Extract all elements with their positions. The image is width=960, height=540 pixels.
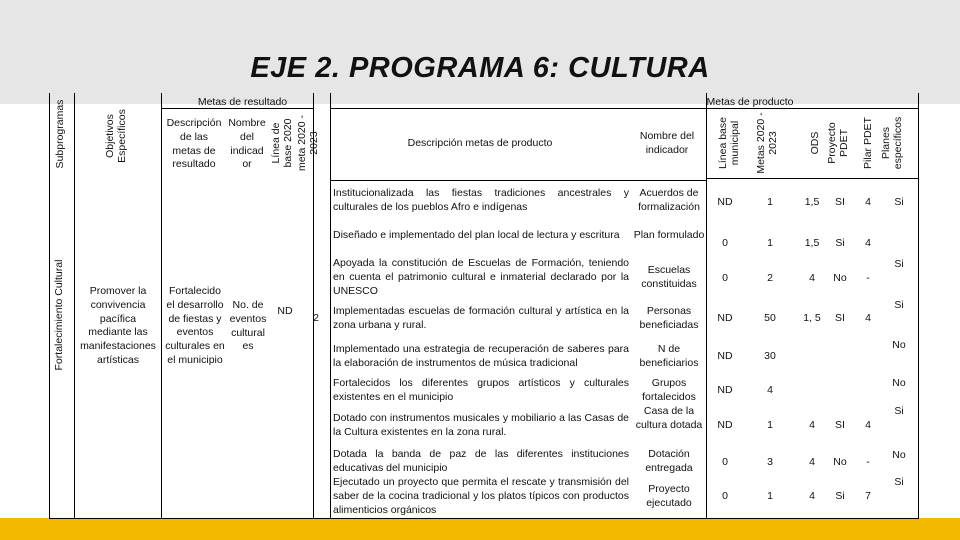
row-5-descripcion: Implementado una estrategia de recuperación de saberes para la elaboración de instrumentos de música tradicional [333, 343, 629, 369]
row-7-linea-base: ND [717, 419, 733, 431]
objetivo-especifico: Promover la convivencia pacífica mediante las manifestaciones artísticas [80, 285, 156, 366]
row-2-pdet: Si [835, 237, 845, 249]
row-3-indicador: Escuelas constituidas [641, 264, 697, 290]
row-6-meta: 4 [767, 384, 773, 396]
row-4-meta: 50 [764, 312, 776, 324]
header-ods: ODS [809, 131, 821, 155]
row-3-pdet: No [833, 272, 847, 284]
indicador-resultado: No. de eventos cultural es [229, 299, 267, 353]
row-4-plan: Si [894, 299, 904, 311]
row-7-pdet: SI [835, 419, 845, 431]
row-2-meta: 1 [767, 237, 773, 249]
row-2-indicador: Plan formulado [633, 229, 705, 241]
header-nombre-indicador-resultado: Nombre del indicad or [228, 117, 266, 171]
row-3-pilar: - [866, 272, 870, 284]
row-8-pdet: No [833, 456, 847, 468]
row-2-linea-base: 0 [722, 237, 728, 249]
header-metas-2020-2023: Metas 2020 - 2023 [755, 112, 779, 174]
row-9-ods: 4 [809, 490, 815, 502]
slide-title: EJE 2. PROGRAMA 6: CULTURA [250, 52, 710, 84]
row-8-pilar: - [866, 456, 870, 468]
row-9-linea-base: 0 [722, 490, 728, 502]
row-4-ods: 1, 5 [803, 312, 821, 324]
row-7-indicador: Casa de la cultura dotada [635, 405, 703, 431]
header-linea-base-municipal: Línea base municipal [717, 117, 741, 169]
row-6-descripcion: Fortalecidos los diferentes grupos artísticos y culturales existentes en el municipio [333, 377, 629, 403]
linea-base-resultado: ND [277, 305, 293, 317]
header-metas-producto: Metas de producto [706, 96, 794, 108]
row-3-plan: Si [894, 258, 904, 270]
header-linea-base-resultado: Línea de base 2020 [270, 118, 294, 168]
row-4-linea-base: ND [717, 312, 733, 324]
row-1-pilar: 4 [865, 196, 871, 208]
row-1-pdet: SI [835, 196, 845, 208]
row-8-ods: 4 [809, 456, 815, 468]
row-9-descripcion: Ejecutado un proyecto que permita el rescate y transmisión del saber de la cocina tradicional y los platos típicos con productos alimenticios orgánicos [333, 476, 629, 516]
row-1-indicador: Acuerdos de formalización [638, 187, 700, 213]
row-6-linea-base: ND [717, 384, 733, 396]
row-4-descripcion: Implementadas escuelas de formación cultural y artística en la zona urbana y rural. [333, 305, 629, 331]
header-meta-resultado: meta 2020 - 2023 [296, 114, 320, 172]
header-planes-especificos: Planes específicos [880, 116, 904, 170]
row-8-linea-base: 0 [722, 456, 728, 468]
row-9-meta: 1 [767, 490, 773, 502]
row-4-pdet: SI [835, 312, 845, 324]
row-4-pilar: 4 [865, 312, 871, 324]
row-2-descripcion: Diseñado e implementado del plan local de lectura y escritura [333, 229, 620, 241]
row-1-linea-base: ND [717, 196, 733, 208]
row-1-plan: Si [894, 196, 904, 208]
header-nombre-indicador-producto: Nombre del indicador [639, 130, 695, 156]
header-metas-resultado: Metas de resultado [197, 96, 288, 108]
header-descripcion-resultado: Descripción de las metas de resultado [166, 117, 222, 171]
row-8-meta: 3 [767, 456, 773, 468]
row-7-plan: Si [894, 405, 904, 417]
header-descripcion-producto: Descripción metas de producto [407, 137, 553, 149]
meta-resultado-descripcion: Fortalecido el desarrollo de fiestas y eventos culturales en el municipio [165, 285, 225, 366]
header-proyecto-pdet: Proyecto PDET [826, 122, 850, 164]
row-7-pilar: 4 [865, 419, 871, 431]
row-2-ods: 1,5 [804, 237, 820, 249]
row-1-descripcion: Institucionalizada las fiestas tradiciones ancestrales y culturales de los pueblos Afro e indígenas [333, 187, 629, 213]
subprograma-fortalecimiento-cultural: Fortalecimiento Cultural [53, 259, 65, 371]
row-2-pilar: 4 [865, 237, 871, 249]
row-8-indicador: Dotación entregada [645, 448, 693, 474]
row-3-ods: 4 [809, 272, 815, 284]
row-9-plan: Si [894, 476, 904, 488]
row-5-plan: No [892, 339, 906, 351]
header-objetivos: Objetivos Específicos [104, 109, 128, 163]
row-5-meta: 30 [764, 350, 776, 362]
row-3-descripcion: Apoyada la constitución de Escuelas de Formación, teniendo en cuenta el patrimonio cultural e inmaterial declarado por la UNESCO [333, 257, 629, 297]
row-8-plan: No [892, 449, 906, 461]
header-pilar-pdet: Pilar PDET [862, 117, 874, 169]
footer-band [0, 518, 960, 540]
row-6-indicador: Grupos fortalecidos [642, 377, 696, 403]
row-7-meta: 1 [767, 419, 773, 431]
row-8-descripcion: Dotada la banda de paz de las diferentes instituciones educativas del municipio [333, 448, 629, 474]
meta-resultado-valor: 2 [313, 312, 319, 324]
row-7-descripcion: Dotado con instrumentos musicales y mobiliario a las Casas de la Cultura existentes en la zona rural. [333, 412, 629, 438]
row-5-indicador: N de beneficiarios [639, 343, 699, 369]
row-4-indicador: Personas beneficiadas [639, 305, 699, 331]
row-5-linea-base: ND [717, 350, 733, 362]
row-1-meta: 1 [767, 196, 773, 208]
row-3-meta: 2 [767, 272, 773, 284]
row-1-ods: 1,5 [804, 196, 820, 208]
header-subprogramas: Subprogramas [54, 99, 66, 169]
row-9-pilar: 7 [865, 490, 871, 502]
row-6-plan: No [892, 377, 906, 389]
row-9-indicador: Proyecto ejecutado [646, 483, 692, 509]
row-9-pdet: Si [835, 490, 845, 502]
row-3-linea-base: 0 [722, 272, 728, 284]
row-7-ods: 4 [809, 419, 815, 431]
